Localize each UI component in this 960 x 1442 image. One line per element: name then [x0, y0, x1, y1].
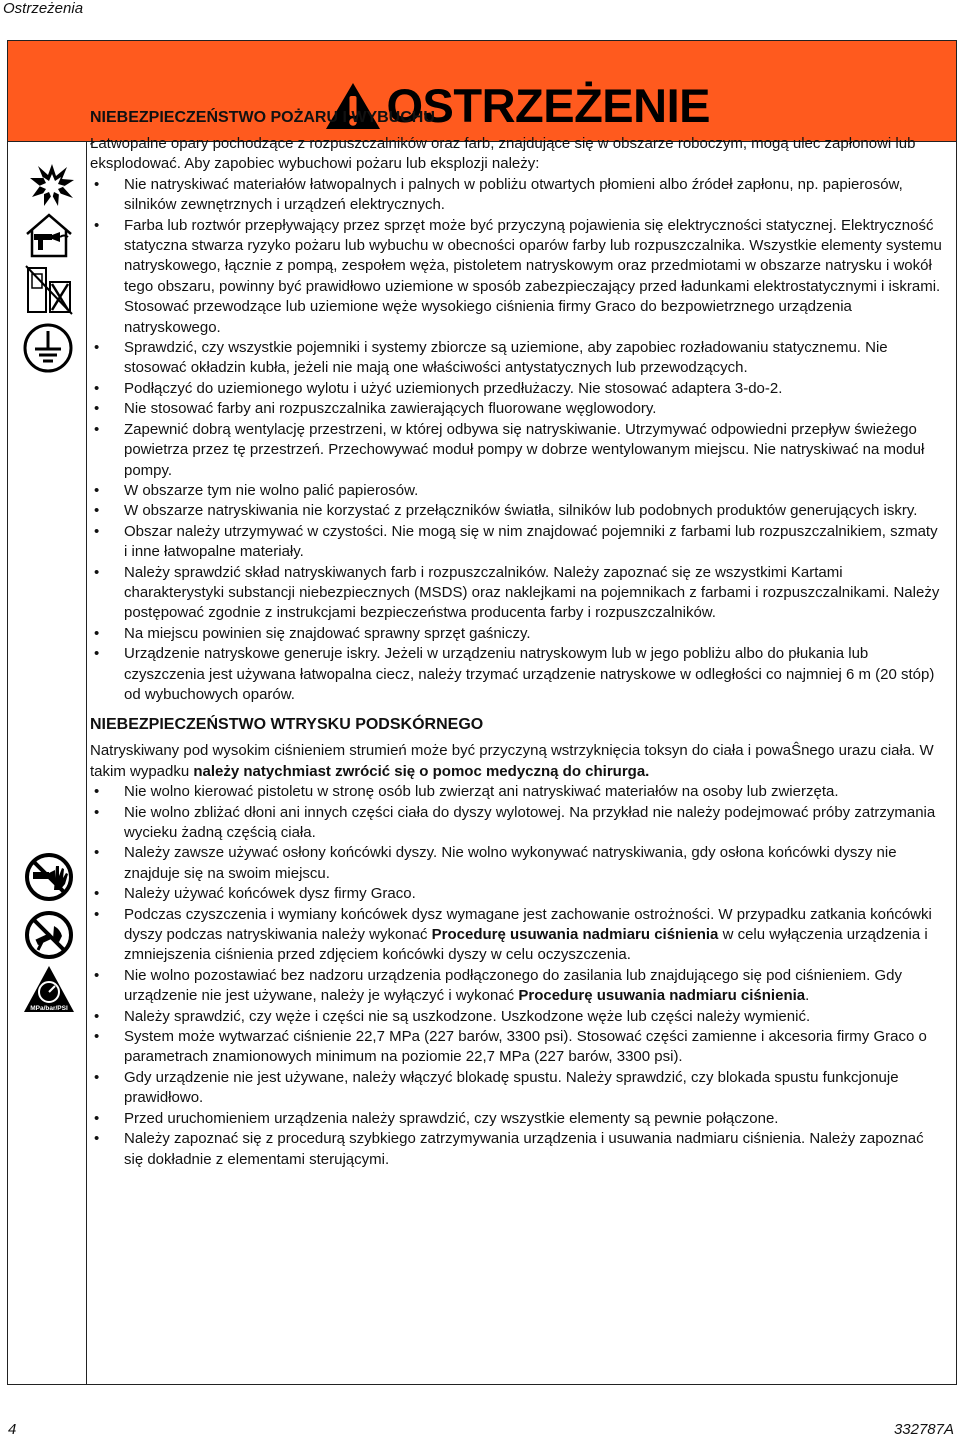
fire-heading: NIEBEZPIECZEŃSTWO POŻARU I WYBUCHU — [90, 109, 435, 126]
b6-text-b: . — [805, 987, 810, 1005]
list-item: • Nie wolno kierować pistoletu w stronę osób lub zwierząt ani natryskiwać materiałów na osoby lub zwierzęta. — [90, 782, 942, 802]
injection-bullets — [90, 782, 942, 1170]
document-number: 332787A — [893, 1421, 954, 1438]
high-pressure-mpa-bar-psi-icon — [22, 964, 76, 1014]
list-item: • Obszar należy utrzymywać w czystości. Nie mogą się w nim znajdować pojemniki z farbami lub rozpuszczalnikiem, szmaty i inne łatwopalne materiały. — [90, 522, 942, 563]
banner-title-text: OSTRZEŻENIE — [386, 79, 710, 132]
list-item — [90, 966, 942, 1007]
pressure-relief-procedure-ref: Procedurę usuwania nadmiaru ciśnienia — [431, 926, 719, 944]
list-item: • Należy sprawdzić, czy węże i części nie są uszkodzone. Uszkodzone węże lub części należy wymienić. — [90, 1007, 942, 1027]
no-switches-icon — [24, 264, 74, 316]
running-header: Ostrzeżenia — [3, 0, 84, 17]
list-item — [90, 905, 942, 966]
list-item: • Nie wolno zbliżać dłoni ani innych części ciała do dyszy wylotowej. Na przykład nie należy podejmować próby zatrzymania wycieku żadną częścią ciała. — [90, 803, 942, 844]
no-hand-near-tip-icon — [24, 852, 74, 902]
list-item: • Należy zawsze używać osłony końcówki dyszy. Nie wolno wykonywać natryskiwania, gdy osłona końcówki dyszy nie znajduje się na swoim miejscu. — [90, 843, 942, 884]
list-item: • System może wytwarzać ciśnienie 22,7 MPa (227 barów, 3300 psi). Stosować części zamienne i akcesoria firmy Graco o parametrach znamionowych minimum na poziomie 22,7 MPa (227 barów, 3300 psi). — [90, 1027, 942, 1068]
pressure-label: MPa/bar/PSI — [30, 1005, 68, 1012]
list-item: • W obszarze natryskiwania nie korzystać z przełączników światła, silników lub podobnych produktów generujących iskry. — [90, 501, 942, 521]
injection-heading: NIEBEZPIECZEŃSTWO WTRYSKU PODSKÓRNEGO — [90, 716, 484, 734]
pressure-relief-procedure-ref: Procedurę usuwania nadmiaru ciśnienia — [518, 987, 806, 1005]
list-item: • Sprawdzić, czy wszystkie pojemniki i systemy zbiorcze są uziemione, aby zapobiec rozładowaniu statycznemu. Nie stosować okładzin kubła, jeżeli nie mają one właściwości antystatycznych lub przewodzących. — [90, 338, 942, 379]
injection-intro — [90, 741, 942, 782]
ground-icon — [22, 322, 74, 374]
list-item: • Przed uruchomieniem urządzenia należy sprawdzić, czy wszystkie elementy są pewnie połączone. — [90, 1109, 942, 1129]
b6-text-a: Nie wolno pozostawiać bez nadzoru urządzenia podłączonego do zasilania lub znajdującego się pod ciśnieniem. Gdy urządzenie nie jest używane, należy je wyłączyć i wykonać — [124, 966, 902, 1005]
fire-explosion-section — [90, 108, 942, 705]
list-item: • Należy zapoznać się z procedurą szybkiego zatrzymywania urządzenia i usuwania nadmiaru ciśnienia. Należy zapoznać się dokładnie z elementami sterującymi. — [90, 1129, 942, 1170]
b5-text-a: Podczas czyszczenia i wymiany końcówek dysz wymagane jest zachowanie ostrożności. W przypadku zatkania końcówki dyszy podczas natryskiwania należy wykonać — [124, 905, 932, 944]
list-item: • Nie stosować farby ani rozpuszczalnika zawierających fluorowane węglowodory. — [90, 399, 942, 419]
list-item: • Gdy urządzenie nie jest używane, należy włączyć blokadę spustu. Należy sprawdzić, czy blokada spustu funkcjonuje prawidłowo. — [90, 1068, 942, 1109]
fire-bullets — [90, 175, 942, 706]
skin-injection-section — [90, 715, 942, 1170]
fire-intro: Łatwopalne opary pochodzące z rozpuszczalników oraz farb, znajdujące się w obszarze roboczym, mogą ulec zapłonowi lub eksplodować. Aby zapobiec wybuchowi pożaru lub eksplozji należy: — [90, 135, 916, 173]
content-area — [90, 108, 942, 1170]
injection-intro-bold: należy natychmiast zwrócić się o pomoc medyczną do chirurga. — [193, 762, 650, 780]
list-item: • Urządzenie natryskowe generuje iskry. Jeżeli w urządzeniu natryskowym lub w jego pobliżu albo do płukania lub czyszczenia jest używana łatwopalna ciecz, należy trzymać urządzenie natryskowe w odległości co najmniej 6 m (20 stóp) od wybuchowych oparów. — [90, 644, 942, 705]
list-item: • Należy sprawdzić skład natryskiwanych farb i rozpuszczalników. Należy zapoznać się ze wszystkimi Kartami charakterystyki substancji niebezpiecznych (MSDS) oraz naklejkami na pojemnikach z farbami i rozpuszczalnikami. Należy postępować zgodnie z instrukcjami bezpieczeństwa producenta farby i rozpuszczalników. — [90, 563, 942, 624]
list-item: • Nie natryskiwać materiałów łatwopalnych i palnych w pobliżu otwartych płomieni albo źródeł zapłonu, np. papierosów, silników zewnętrznych i urządzeń elektrycznych. — [90, 175, 942, 216]
b5-text-b: w celu wyłączenia urządzenia i zmniejszenia ciśnienia przed zdjęciem końcówki dyszy w celu oczyszczenia. — [124, 926, 928, 964]
no-pointing-gun-icon — [24, 910, 74, 960]
list-item: • Farba lub roztwór przepływający przez sprzęt może być przyczyną pojawienia się elektryczności statycznej. Elektryczność statyczna stwarza ryzyko pożaru lub wybuchu w obecności oparów farby lub rozpuszczalnika. Wszystkie elementy systemu natryskowego, łącznie z pompą, zespołem węża, pistoletem natryskowym oraz przedmiotami w obszarze natrysku i wokół tego obszaru, powinny być prawidłowo uziemione w sposób zabezpieczający przed ładunkami elektrostatycznymi i iskrami. Stosować przewodzące lub uziemione węże wysokiego ciśnienia firmy Graco do bezpowietrznego urządzenia natryskowego. — [90, 216, 942, 338]
list-item: • Zapewnić dobrą wentylację przestrzeni, w której odbywa się natryskiwanie. Utrzymywać odpowiedni przepływ świeżego powietrza przez tę przestrzeń. Przechowywać moduł pompy w dobrze wentylowanym miejscu. Nie natryskiwać na moduł pompy. — [90, 420, 942, 481]
list-item: • W obszarze tym nie wolno palić papierosów. — [90, 481, 942, 501]
hazard-icon-column — [8, 142, 87, 1384]
list-item: • Podłączyć do uziemionego wylotu i użyć uziemionych przedłużaczy. Nie stosować adaptera 3-do-2. — [90, 379, 942, 399]
no-flames-house-icon — [24, 212, 74, 258]
list-item: • Należy używać końcówek dysz firmy Graco. — [90, 884, 942, 904]
list-item: • Na miejscu powinien się znajdować sprawny sprzęt gaśniczy. — [90, 624, 942, 644]
explosion-icon — [29, 162, 75, 208]
page-number: 4 — [8, 1421, 17, 1438]
injection-intro-text: Natryskiwany pod wysokim ciśnieniem strumień może być przyczyną wstrzyknięcia toksyn do ciała i powaŜnego urazu ciała. W takim wypadku — [90, 742, 934, 780]
